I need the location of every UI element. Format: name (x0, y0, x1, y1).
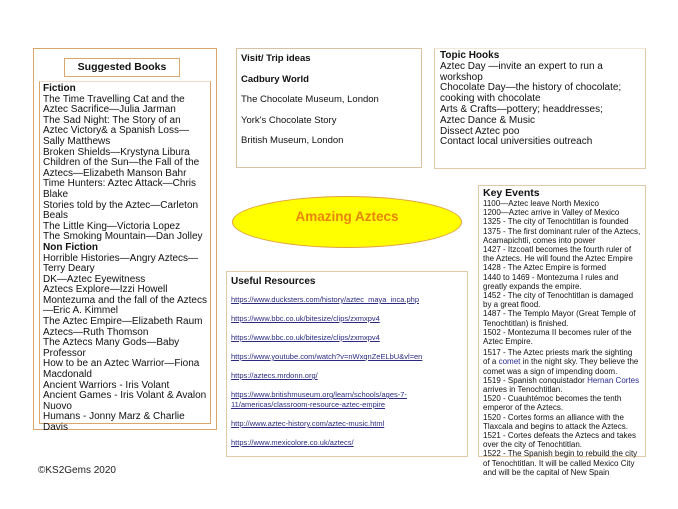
event-item (483, 376, 641, 394)
book-item: The Little King—Victoria Lopez (43, 220, 181, 232)
hook-item: Contact local universities outreach (440, 136, 593, 148)
trip-item: British Museum, London (241, 135, 344, 146)
resources-title: Useful Resources (231, 276, 316, 287)
hook-item: Dissect Aztec poo (440, 125, 520, 137)
event-text: 1519 - Spanish conquistador (483, 375, 588, 385)
event-item: 1428 - The Aztec Empire is formed (483, 263, 607, 273)
key-events-title: Key Events (483, 187, 540, 199)
book-item: Aztecs Explore—Izzi Howell (43, 284, 168, 296)
event-item: 1487 - The Templo Mayor (Great Temple of Tenochtitlan) is finished. (483, 309, 636, 328)
hook-item: Aztec Dance & Music (440, 114, 536, 126)
book-item: Montezuma and the fall of the Aztecs—Eric A. Kimmel (43, 294, 207, 317)
event-text: 1517 - The Aztec priests mark the sighting of a (483, 348, 633, 367)
book-item: Ancient Games - Iris Volant & Avalon Nuovo (43, 390, 207, 412)
event-item: 1427 - Itzcoatl becomes the fourth ruler of the Aztecs. He will found the Aztec Empire (483, 245, 633, 264)
book-item: The Sad Night: The Story of an Aztec Victory& a Spanish Loss—Sally Matthews (43, 114, 189, 147)
book-item: Time Hunters: Aztec Attack—Chris Blake (43, 178, 197, 200)
key-events-panel (478, 185, 646, 477)
trip-item: The Chocolate Museum, London (241, 94, 379, 105)
book-item: Aztecs—Ruth Thomson (43, 326, 149, 338)
book-item: How to be an Aztec Warrior—Fiona Macdonald (43, 358, 200, 381)
event-item: 1452 - The city of Tenochtitlan is damaged by a great flood. (483, 291, 634, 310)
book-item: Ancient Warriors - Iris Volant (43, 379, 170, 391)
event-item: 1440 to 1469 - Montezuma I rules and greatly expands the empire. (483, 272, 619, 291)
book-item: The Aztec Empire—Elizabeth Raum (43, 316, 203, 328)
event-item: 1100—Aztec leave North Mexico (483, 199, 599, 208)
book-item: DK—Aztec Eyewitness (43, 273, 146, 285)
book-item: The Time Travelling Cat and the Aztec Sacrifice—Julia Jarman (43, 93, 185, 116)
event-item (483, 348, 641, 376)
book-item: Horrible Histories—Angry Aztecs—Terry Deary (43, 252, 199, 275)
book-item: Children of the Sun—the Fall of the Aztecs—Elizabeth Manson Bahr (43, 157, 200, 179)
event-item: 1375 - The first dominant ruler of the Aztecs, Acamapichtli, comes into power (483, 226, 641, 245)
event-item: 1522 - The Spanish begin to rebuild the city of Tenochtitlan. It will be called Mexico City and will be the capital of New Spain (483, 449, 638, 477)
book-item: The Smoking Mountain—Dan Jolley (43, 231, 203, 243)
resource-link[interactable]: https://www.britishmuseum.org/learn/schools/ages-7-11/americas/classroom-resource-aztec-empire (231, 390, 407, 409)
resource-link[interactable]: https://www.ducksters.com/history/aztec_maya_inca.php (231, 295, 419, 304)
trip-item: Cadbury World (241, 73, 309, 85)
page-title: Amazing Aztecs (295, 208, 399, 224)
event-item: 1200—Aztec arrive in Valley of Mexico (483, 208, 620, 218)
hook-item: Chocolate Day—the history of chocolate; cooking with chocolate (440, 82, 622, 105)
fiction-heading: Fiction (43, 83, 76, 94)
topic-hooks-panel (434, 48, 646, 169)
trip-ideas-title: Visit/ Trip ideas (241, 53, 311, 64)
suggested-books-panel (33, 48, 217, 433)
event-item: 1520 - Cuauhtémoc becomes the tenth emperor of the Aztecs. (483, 394, 622, 413)
event-item: 1502 - Montezuma II becomes ruler of the Aztec Empire. (483, 327, 632, 347)
nonfiction-heading: Non Fiction (43, 241, 98, 253)
book-item: Stories told by the Aztec—Carleton Beals (43, 199, 199, 222)
comet-link[interactable]: comet (498, 357, 521, 367)
resource-link[interactable]: https://www.bbc.co.uk/bitesize/clips/zxmxpv4 (231, 333, 380, 342)
title-ellipse (232, 196, 462, 248)
event-text: arrives in Tenochtitlan. (483, 385, 563, 395)
hook-item: Aztec Day —invite an expert to run a workshop (440, 60, 603, 83)
resource-link[interactable]: https://www.bbc.co.uk/bitesize/clips/zxmxpv4 (231, 314, 380, 323)
suggested-books-title: Suggested Books (64, 58, 180, 77)
event-item: 1520 - Cortes forms an alliance with the Tlaxcala and begins to attack the Aztecs. (483, 412, 628, 431)
hook-item: Arts & Crafts—pottery; headdresses; (440, 103, 603, 115)
trip-item: York's Chocolate Story (241, 114, 337, 126)
topic-hooks-title: Topic Hooks (440, 50, 500, 61)
event-item: 1521 - Cortes defeats the Aztecs and takes over the city of Tenochtitlan. (483, 431, 636, 450)
trip-ideas-panel (236, 48, 422, 168)
book-item: The Aztecs Many Gods—Baby Professor (43, 337, 180, 359)
resource-link[interactable]: https://www.youtube.com/watch?v=nWxqnZeELbU&vl=en (231, 352, 423, 361)
event-text: in the night sky. They believe the comet was a sign of impending doom. (483, 357, 639, 376)
resource-link[interactable]: https://www.mexicolore.co.uk/aztecs/ (231, 438, 354, 447)
resource-link[interactable]: http://www.aztec-history.com/aztec-music.html (231, 419, 385, 428)
resource-link[interactable]: https://aztecs.mrdonn.org/ (231, 371, 318, 380)
cortes-link[interactable]: Hernan Cortes (587, 375, 640, 385)
books-list (39, 81, 211, 433)
copyright-footer: ©KS2Gems 2020 (38, 465, 116, 476)
useful-resources-panel (226, 271, 468, 457)
event-item: 1325 - The city of Tenochtitlan is founded (483, 217, 629, 227)
book-item: Humans - Jonny Marz & Charlie Davis (43, 411, 185, 433)
book-item: Broken Shields—Krystyna Libura (43, 146, 190, 158)
